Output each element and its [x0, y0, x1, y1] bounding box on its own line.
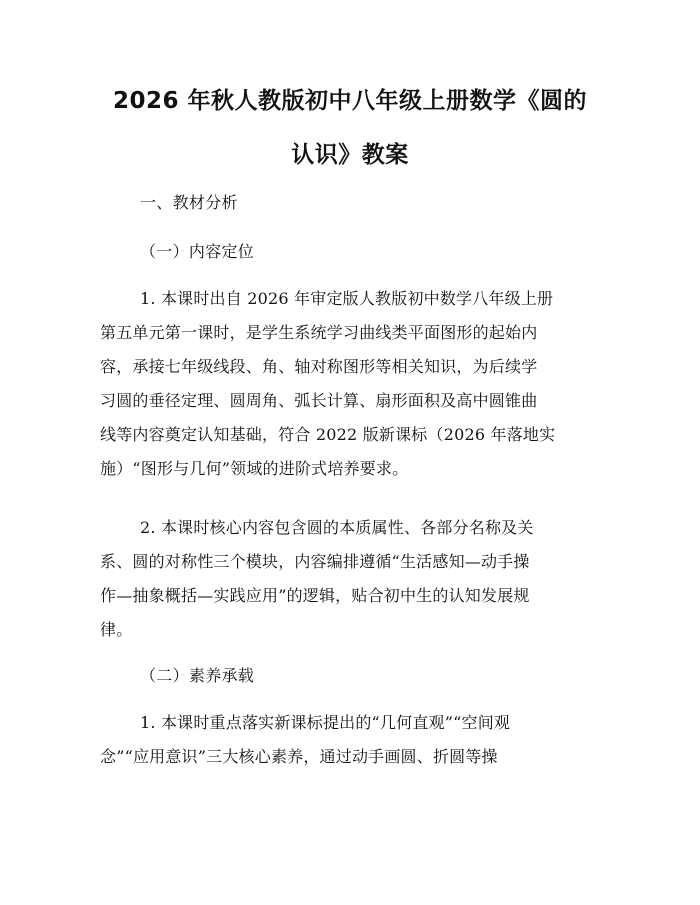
paragraph-content-positioning-1 [100, 282, 600, 486]
paragraph-line: 作—抽象概括—实践应用”的逻辑，贴合初中生的认知发展规 [100, 586, 530, 605]
paragraph-line: 1. 本课时重点落实新课标提出的“几何直观”“空间观 [140, 713, 511, 732]
document-title-line-2: 认识》教案 [291, 142, 409, 168]
document-title-line-1: 2026 年秋人教版初中八年级上册数学《圆的 [112, 88, 588, 114]
paragraph-line: 线等内容奠定认知基础，符合 2022 版新课标（2026 年落地实 [100, 425, 556, 444]
section-heading-material-analysis: 一、教材分析 [140, 193, 238, 212]
paragraph-line: 系、圆的对称性三个模块，内容编排遵循“生活感知—动手操 [100, 552, 530, 571]
paragraph-line: 1. 本课时出自 2026 年审定版人教版初中数学八年级上册 [140, 289, 554, 308]
paragraph-line: 律。 [100, 620, 133, 639]
paragraph-line: 第五单元第一课时，是学生系统学习曲线类平面图形的起始内 [100, 323, 538, 342]
paragraph-line: 2. 本课时核心内容包含圆的本质属性、各部分名称及关 [140, 518, 534, 537]
paragraph-line: 念”“应用意识”三大核心素养，通过动手画圆、折圆等操 [100, 747, 498, 766]
paragraph-literacy-1 [100, 706, 600, 774]
subsection-heading-literacy: （二）素养承载 [140, 666, 255, 685]
subsection-heading-content-positioning: （一）内容定位 [140, 242, 255, 261]
paragraph-line: 容，承接七年级线段、角、轴对称图形等相关知识，为后续学 [100, 357, 538, 376]
paragraph-content-positioning-2 [100, 511, 600, 647]
paragraph-line: 施）“图形与几何”领域的进阶式培养要求。 [100, 459, 409, 478]
paragraph-line: 习圆的垂径定理、圆周角、弧长计算、扇形面积及高中圆锥曲 [100, 391, 538, 410]
